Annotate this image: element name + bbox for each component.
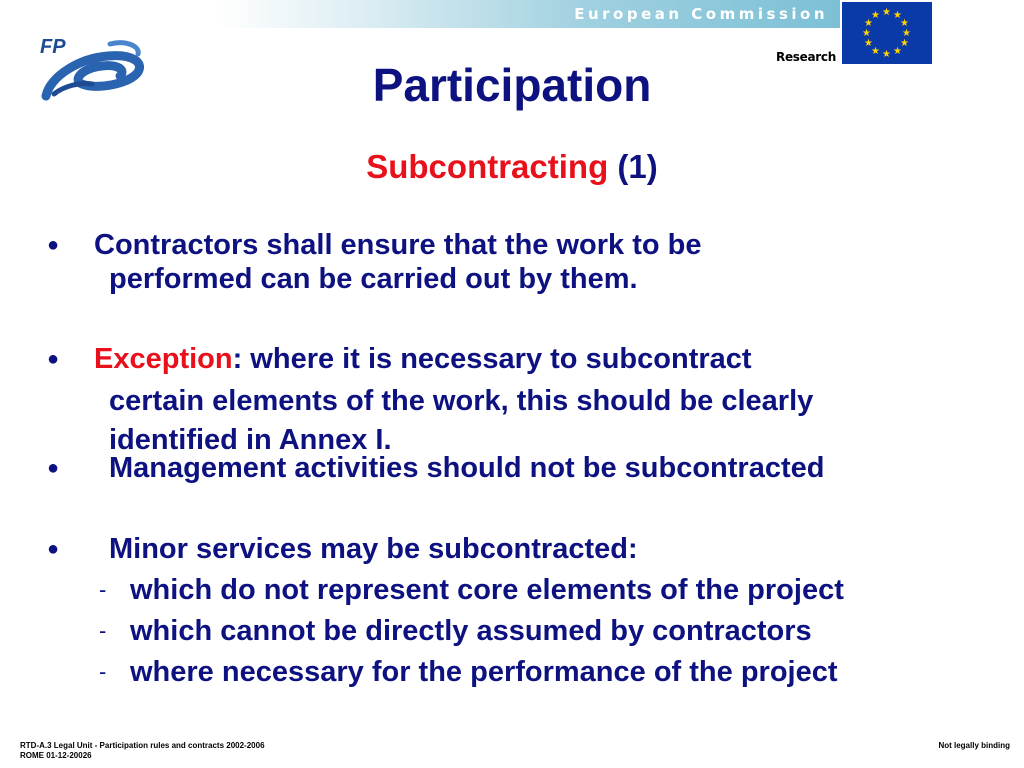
- eu-flag-icon: ★ ★ ★ ★ ★ ★ ★ ★ ★ ★ ★ ★: [842, 2, 932, 64]
- bullet2-line2: certain elements of the work, this should be clearly: [109, 385, 814, 417]
- bullet-marker: ●: [47, 234, 60, 256]
- slide-subtitle: [0, 148, 1024, 186]
- bullet-marker: ●: [47, 457, 60, 479]
- subtitle-number: (1): [617, 148, 658, 185]
- bullet-marker: ●: [47, 538, 60, 560]
- bullet2-line1-rest: : where it is necessary to subcontract: [232, 343, 752, 375]
- footer-disclaimer: Not legally binding: [938, 741, 1010, 750]
- dash-marker: -: [99, 577, 107, 602]
- footer-unit: RTD-A.3 Legal Unit - Participation rules and contracts 2002-2006: [20, 741, 265, 750]
- bullet3-text: Management activities should not be subcontracted: [109, 452, 825, 484]
- fp-logo-text: FP: [40, 36, 66, 58]
- bullet2-line1: [94, 342, 752, 376]
- sub-item-1: which do not represent core elements of the project: [130, 574, 844, 606]
- dash-marker: -: [99, 659, 107, 684]
- european-commission-banner: [218, 0, 840, 28]
- bullet-marker: ●: [47, 348, 60, 370]
- research-label: Research: [776, 50, 836, 64]
- exception-label: Exception: [94, 343, 233, 375]
- slide-title: Participation: [372, 59, 652, 111]
- bullet1-line1: Contractors shall ensure that the work to be: [94, 229, 702, 261]
- bullet2-line3: identified in Annex I.: [109, 424, 392, 456]
- sub-item-2: which cannot be directly assumed by contractors: [130, 615, 812, 647]
- bullet4-lead: Minor services may be subcontracted:: [109, 533, 638, 565]
- footer-left: [20, 741, 265, 761]
- bullet1-line2: performed can be carried out by them.: [109, 263, 638, 295]
- banner-text: European Commission: [574, 5, 828, 23]
- subtitle-topic: Subcontracting: [366, 148, 609, 185]
- footer-place-date: ROME 01-12-20026: [20, 751, 92, 760]
- sub-item-3: where necessary for the performance of the project: [130, 656, 838, 688]
- dash-marker: -: [99, 618, 107, 643]
